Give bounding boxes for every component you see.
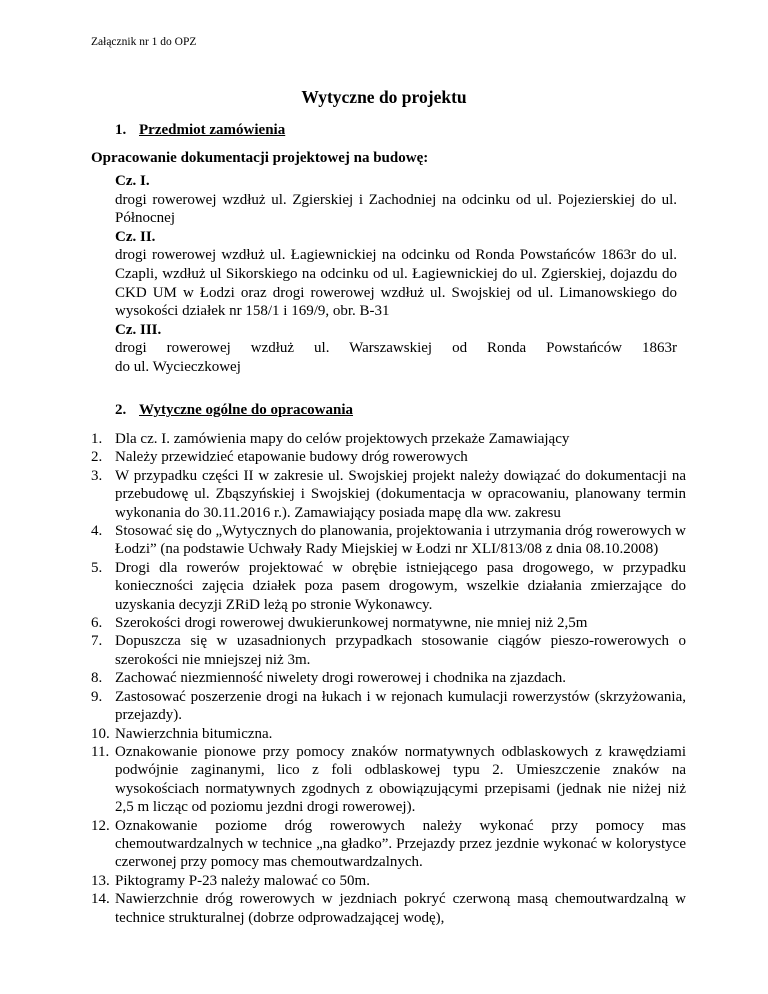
list-item	[91, 743, 686, 817]
document-title: Wytyczne do projektu	[301, 87, 467, 107]
list-item	[91, 467, 686, 522]
header-note: Załącznik nr 1 do OPZ	[91, 36, 197, 48]
list-item	[91, 522, 686, 559]
list-item-text: Oznakowanie pionowe przy pomocy znaków normatywnych odblaskowych z krawędziami podwójnie zaginanymi, lico z foli odblaskowej typu 2. Umieszczenie znaków na wysokościach normatywnych zgodnych z obowiązującymi przepisami (jednak nie niżej niż 2,5 m licząc od poziomu jezdni drogi rowerowej).	[115, 743, 686, 816]
parts-block	[115, 172, 677, 377]
list-item-number: 7.	[91, 633, 103, 650]
list-item-number: 12.	[91, 817, 110, 834]
list-item-number: 4.	[91, 523, 103, 540]
part-3-text-line1: drogi rowerowej wzdłuż ul. Warszawskiej od Ronda Powstańców 1863r	[115, 340, 677, 357]
list-item-text: Zachować niezmienność niwelety drogi rowerowej i chodnika na zjazdach.	[115, 670, 567, 687]
list-item	[91, 632, 686, 669]
list-item-text: Dla cz. I. zamówienia mapy do celów projektowych przekaże Zamawiający	[115, 431, 570, 447]
list-item-number: 13.	[91, 872, 110, 889]
part-1-label: Cz. I.	[115, 173, 150, 189]
part-1-text: drogi rowerowej wzdłuż ul. Zgierskiej i Zachodniej na odcinku od ul. Pojezierskiej do ul. Północnej	[115, 191, 677, 227]
list-item-text: Zastosować poszerzenie drogi na łukach i w rejonach kumulacji rowerzystów (skrzyżowania, przejazdy).	[115, 688, 686, 724]
section-2-heading	[115, 402, 353, 419]
list-item	[91, 669, 686, 687]
list-item-number: 10.	[91, 725, 110, 742]
list-item	[91, 817, 686, 872]
section-1-heading	[115, 122, 285, 139]
list-item	[91, 725, 686, 743]
list-item	[91, 448, 686, 466]
list-item-number: 11.	[91, 743, 110, 760]
part-2-text: drogi rowerowej wzdłuż ul. Łagiewnickiej na odcinku od Ronda Powstańców 1863r do ul. Czapli, wzdłuż ul Sikorskiego na odcinku od ul. Łagiewnickiej do ul. Zgierskiej, dojazdu do CKD UM w Łodzi oraz drogi rowerowej wzdłuż ul. Swojskiej od ul. Limanowskiego do wysokości działek nr 158/1 i 169/9, obr. B-31	[115, 247, 677, 320]
section-1-number: 1.	[115, 122, 127, 138]
section-1-title: Przedmiot zamówienia	[139, 122, 286, 138]
list-item-number: 1.	[91, 431, 103, 447]
list-item-text: Nawierzchnia bitumiczna.	[115, 725, 273, 742]
list-item-number: 2.	[91, 449, 103, 466]
list-item-number: 9.	[91, 688, 103, 705]
guidelines-list	[91, 430, 686, 927]
list-item	[91, 890, 686, 927]
list-item-text: Piktogramy P-23 należy malować co 50m.	[115, 872, 370, 889]
list-item	[91, 614, 686, 632]
list-item-text: Oznakowanie poziome dróg rowerowych należy wykonać przy pomocy mas chemoutwardzalnych w technice „na gładko”. Przejazdy przez jezdnie wykonać w kolorystyce czerwonej przy pomocy mas chemoutwardzalnych.	[115, 817, 686, 871]
list-item-number: 5.	[91, 559, 103, 576]
list-item-number: 14.	[91, 891, 110, 908]
list-item-text: Szerokości drogi rowerowej dwukierunkowej normatywne, nie mniej niż 2,5m	[115, 615, 588, 632]
list-item	[91, 559, 686, 614]
list-item-number: 3.	[91, 467, 103, 484]
list-item-text: Nawierzchnie dróg rowerowych w jezdniach pokryć czerwoną masą chemoutwardzalną w technice strukturalnej (dobrze odprowadzającej wodę),	[115, 891, 686, 926]
list-item-number: 6.	[91, 615, 103, 632]
list-item-text: Stosować się do „Wytycznych do planowania, projektowania i utrzymania dróg rowerowych w Łodzi” (na podstawie Uchwały Rady Miejskiej w Łodzi nr XLI/813/08 z dnia 08.10.2008)	[115, 523, 686, 558]
section-2-title: Wytyczne ogólne do opracowania	[139, 402, 354, 418]
part-3-label: Cz. III.	[115, 321, 162, 338]
part-2-label: Cz. II.	[115, 228, 156, 245]
list-item-text: W przypadku części II w zakresie ul. Swojskiej projekt należy dowiązać do dokumentacji na przebudowę ul. Zbąszyńskiej i Swojskiej (dokumentacja w opracowaniu, planowany termin wykonania do 30.11.2016 r.). Zamawiający posiada mapę dla ww. zakresu	[115, 467, 686, 521]
list-item-number: 8.	[91, 670, 103, 687]
list-item	[91, 872, 686, 890]
list-item-text: Należy przewidzieć etapowanie budowy dróg rowerowych	[115, 449, 468, 466]
list-item-text: Drogi dla rowerów projektować w obrębie istniejącego pasa drogowego, w przypadku konieczności zajęcia działek poza pasem drogowym, wszelkie działania zmierzające do uzyskania decyzji ZRiD leżą po stronie Wykonawcy.	[115, 559, 686, 613]
section-2-number: 2.	[115, 402, 127, 418]
list-item-text: Dopuszcza się w uzasadnionych przypadkach stosowanie ciągów pieszo-rowerowych o szerokości nie mniejszej niż 3m.	[115, 633, 686, 668]
list-item	[91, 430, 686, 448]
part-3-text-line2: do ul. Wycieczkowej	[115, 358, 241, 375]
list-item	[91, 688, 686, 725]
intro-line: Opracowanie dokumentacji projektowej na budowę:	[91, 150, 429, 166]
